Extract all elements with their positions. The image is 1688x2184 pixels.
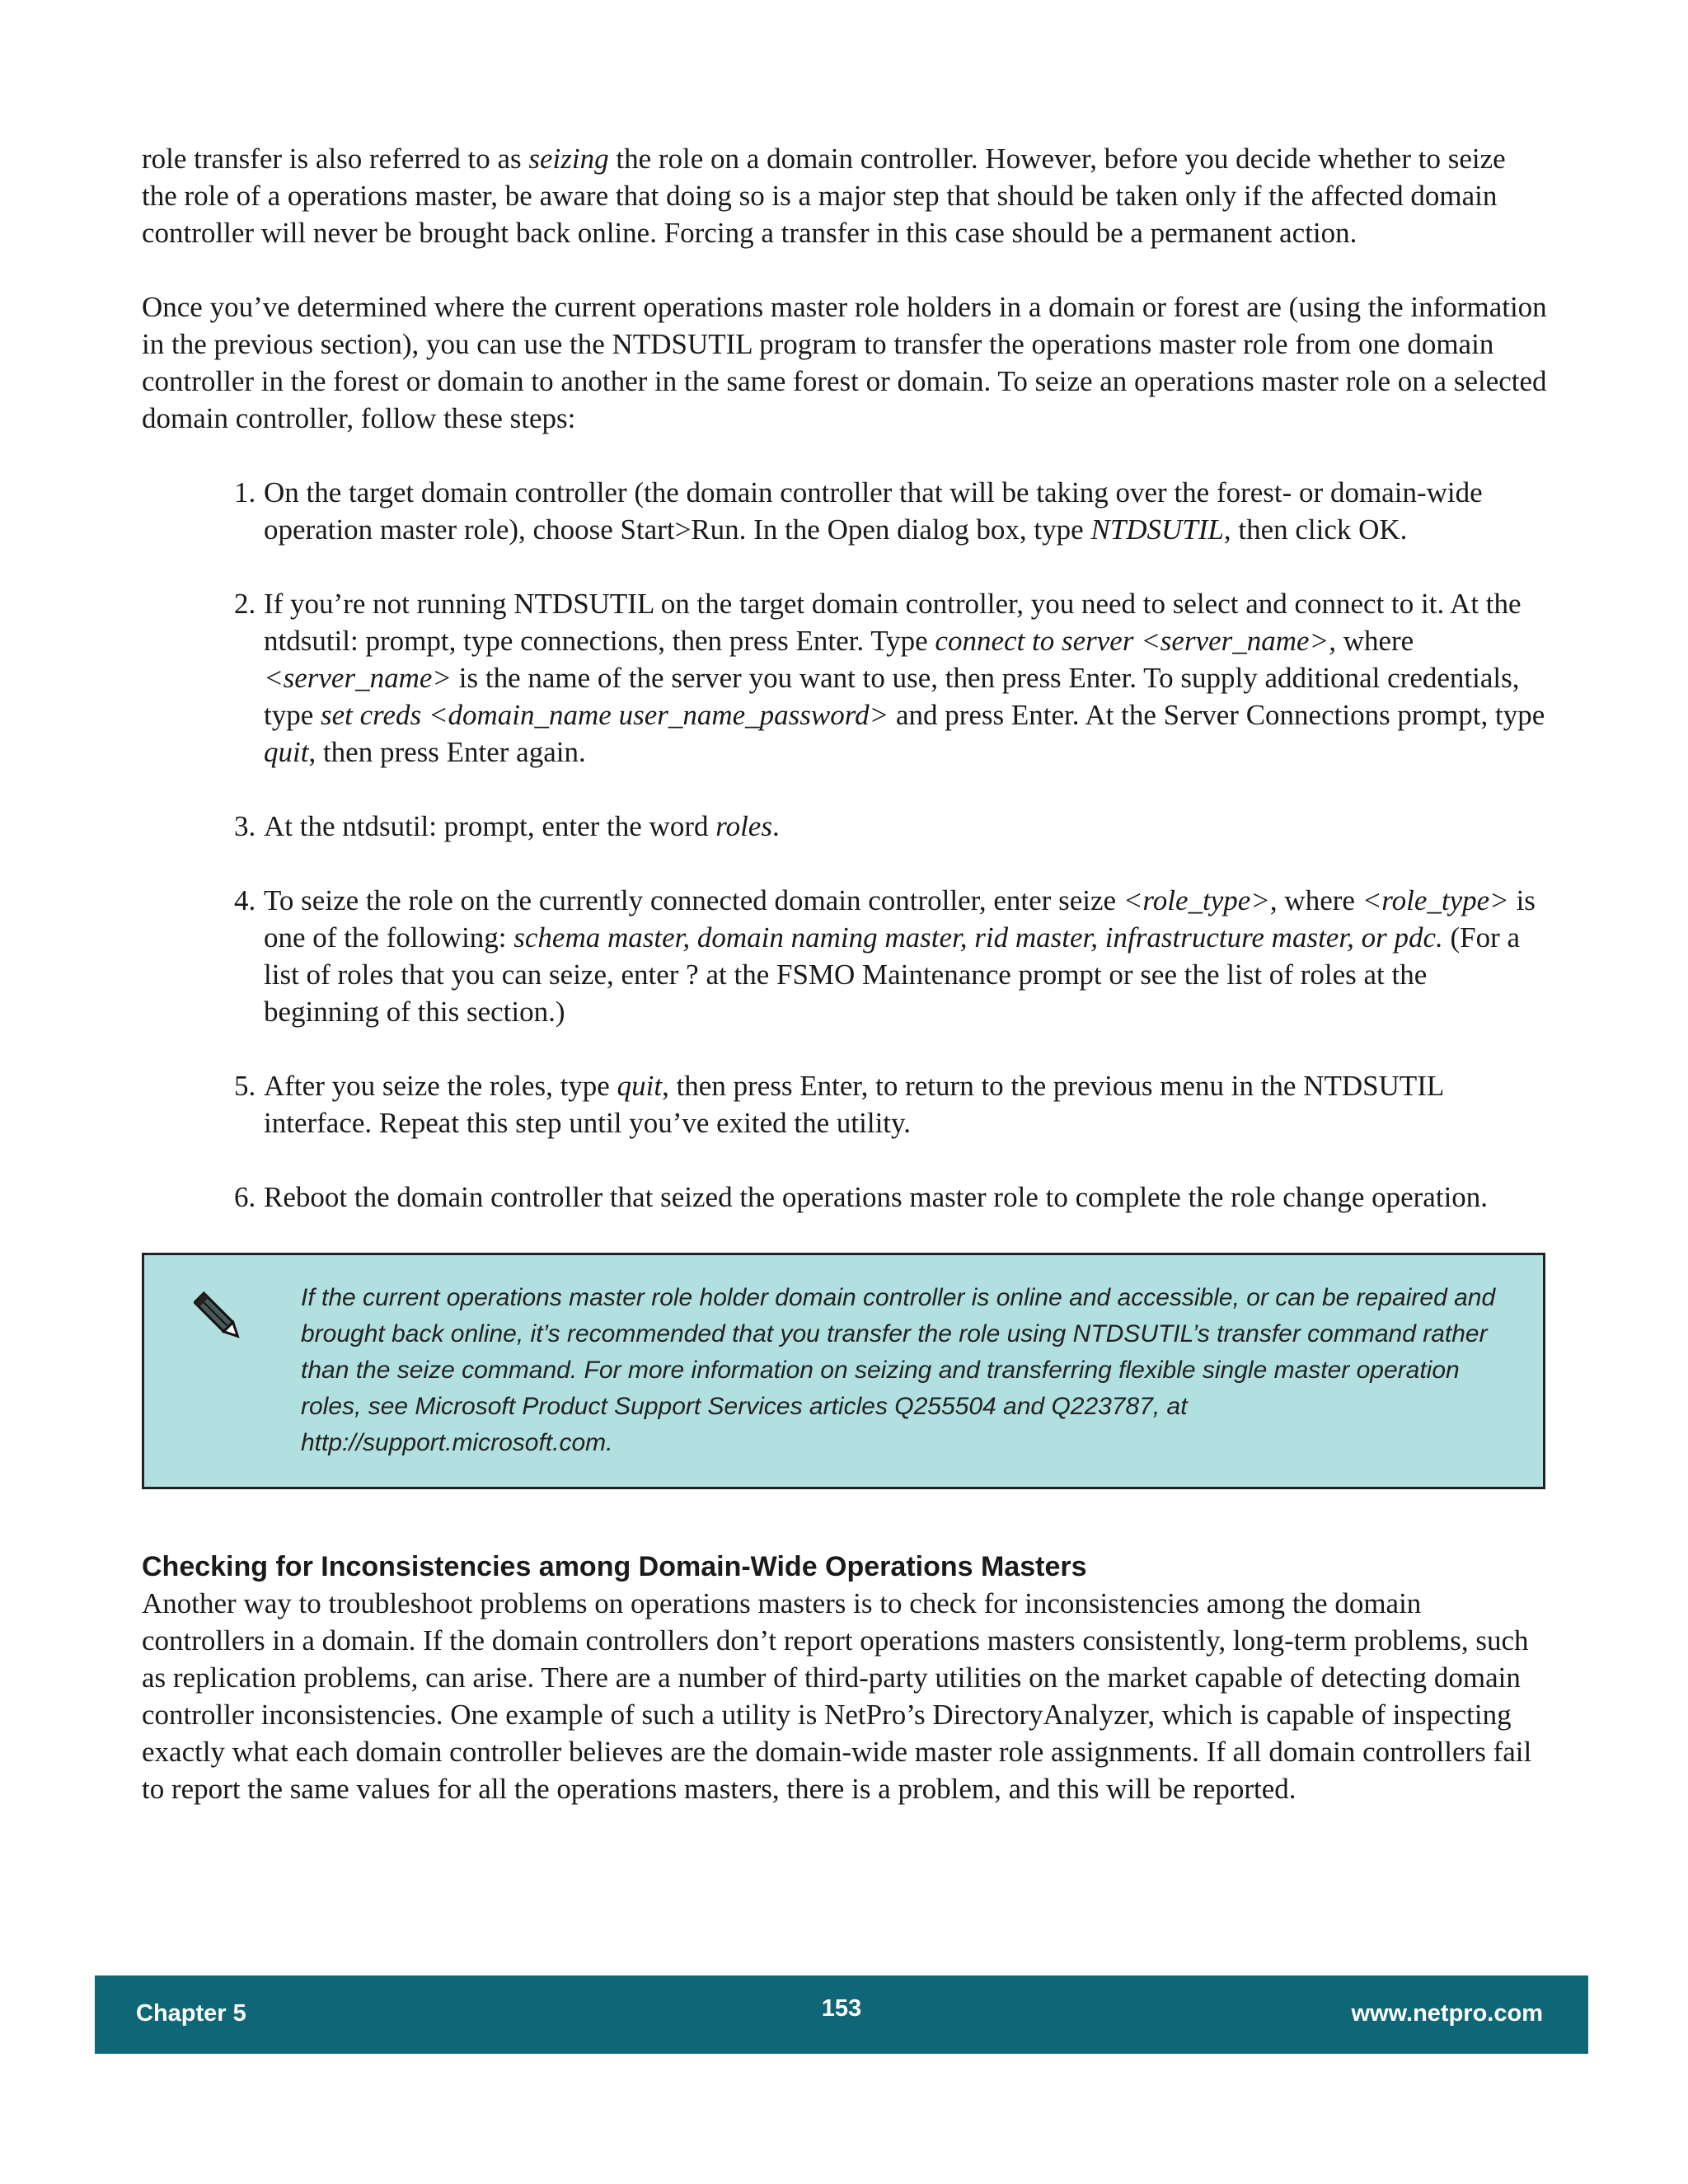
footer-chapter: Chapter 5 xyxy=(136,2000,246,2027)
step-3: 3. At the ntdsutil: prompt, enter the word roles. xyxy=(234,810,780,842)
step-6: 6. Reboot the domain controller that seized the operations master role to complete the role change operation. xyxy=(234,1181,1489,1213)
section-heading: Checking for Inconsistencies among Domain-Wide Operations Masters xyxy=(142,1551,1087,1582)
note-box xyxy=(142,1253,1545,1489)
intro-paragraph: role transfer is also referred to as seizing the role on a domain controller. However, before you decide whether to seize the role of a operations master, be aware that doing so is a major step that should be taken only if the affected domain controller will never be brought back online. Forcing a transfer in this case should be a permanent action. xyxy=(142,143,1506,249)
footer-url: www.netpro.com xyxy=(1351,2000,1543,2027)
steps-intro-paragraph: Once you’ve determined where the current operations master role holders in a domain or forest are (using the information in the previous section), you can use the NTDSUTIL program to transfer the operations master role from one domain controller in the forest or domain to another in the same forest or domain. To seize an operations master role on a selected domain controller, follow these steps: xyxy=(142,291,1547,434)
page-footer xyxy=(95,1975,1588,2054)
note-text: If the current operations master role holder domain controller is online and accessible, or can be repaired and brought back online, it’s recommended that you transfer the role using NTDSUTIL’s transfer command rather than the seize command. For more information on seizing and transferring flexible single master operation roles, see Microsoft Product Support Services articles Q255504 and Q223787, at http://support.microsoft.com. xyxy=(301,1284,1496,1456)
section-body: Another way to troubleshoot problems on operations masters is to check for inconsistencies among the domain controllers in a domain. If the domain controllers don’t report operations masters consistently, long-term problems, such as replication problems, can arise. There are a number of third-party utilities on the market capable of detecting domain controller inconsistencies. One example of such a utility is NetPro’s DirectoryAnalyzer, which is capable of inspecting exactly what each domain controller believes are the domain-wide master role assignments. If all domain controllers fail to report the same values for all the operations masters, there is a problem, and this will be reported. xyxy=(142,1587,1532,1805)
steps-list xyxy=(142,474,1547,1216)
pencil-icon xyxy=(194,1288,243,1346)
step-1: 1. On the target domain controller (the domain controller that will be taking over the forest- or domain-wide operation master role), choose Start>Run. In the Open dialog box, type NTDSUTIL, then click OK. xyxy=(234,476,1483,546)
page-content xyxy=(142,140,1547,1844)
step-2: 2. If you’re not running NTDSUTIL on the target domain controller, you need to select and connect to it. At the ntdsutil: prompt, type connections, then press Enter. Type connect to server <server_name>, where <server_name> is the name of the server you want to use, then press Enter. To supply additional credentials, type set creds <domain_name user_name_password> and press Enter. At the Server Connections prompt, type quit, then press Enter again. xyxy=(234,588,1545,768)
step-5: 5. After you seize the roles, type quit, then press Enter, to return to the previous menu in the NTDSUTIL interface. Repeat this step until you’ve exited the utility. xyxy=(234,1070,1443,1139)
step-4: 4. To seize the role on the currently connected domain controller, enter seize <role_type>, where <role_type> is one of the following: schema master, domain naming master, rid master, infrastructure master, or pdc. (For a list of roles that you can seize, enter ? at the FSMO Maintenance prompt or see the list of roles at the beginning of this section.) xyxy=(234,884,1536,1028)
footer-page-number: 153 xyxy=(821,1995,862,2022)
